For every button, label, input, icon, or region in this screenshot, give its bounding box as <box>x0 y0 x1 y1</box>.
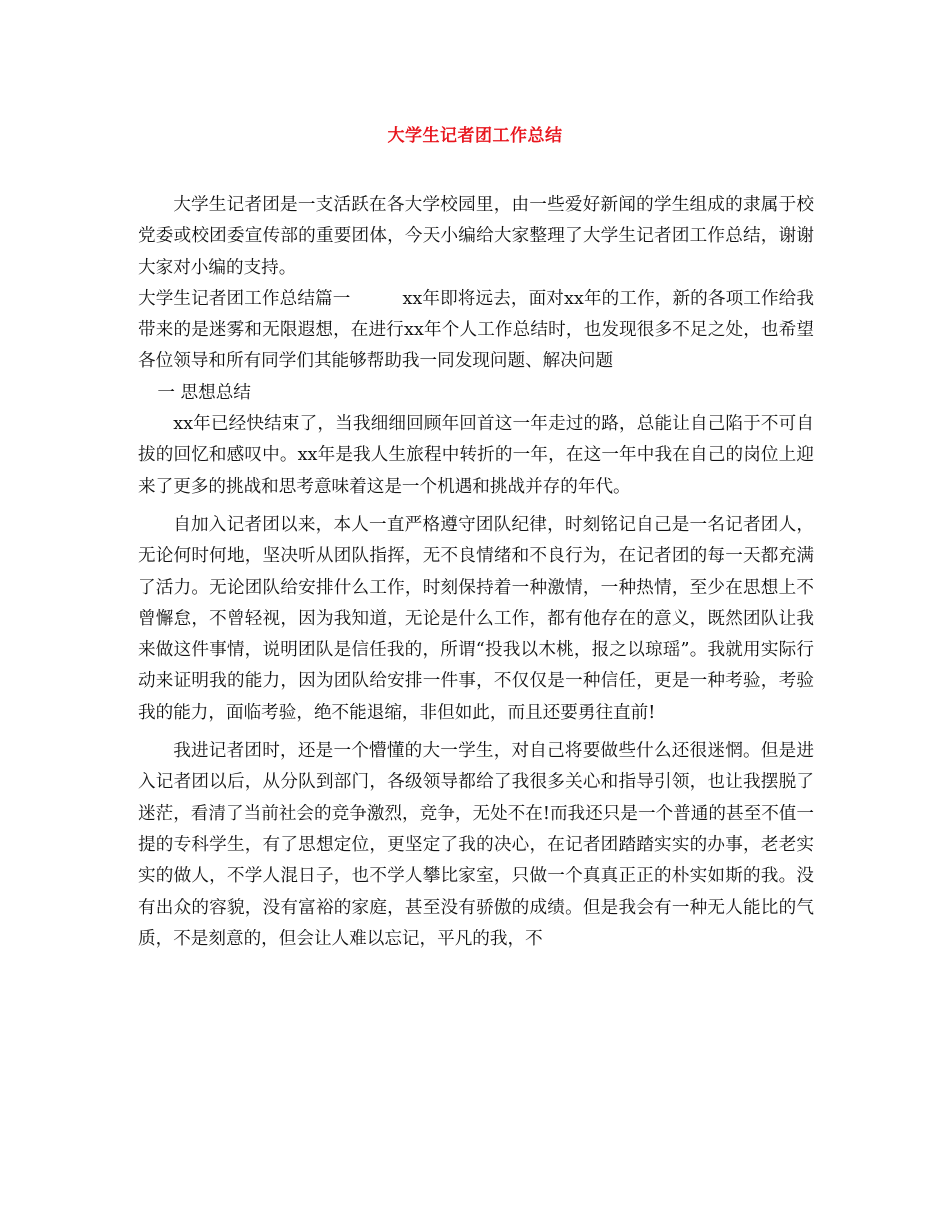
paragraph-discipline: 自加入记者团以来，本人一直严格遵守团队纪律，时刻铭记自己是一名记者团人，无论何时何地，坚决听从团队指挥，无不良情绪和不良行为，在记者团的每一天都充满了活力。无论团队给安排什么工作，时刻保持着一种激情，一种热情，至少在思想上不曾懈怠，不曾轻视，因为我知道，无论是什么工作，都有他存在的意义，既然团队让我来做这件事情，说明团队是信任我的，所谓“投我以木桃，报之以琼瑶”。我就用实际行动来证明我的能力，因为团队给安排一件事，不仅仅是一种信任，更是一种考验，考验我的能力，面临考验，绝不能退缩，非但如此，而且还要勇往直前! <box>138 514 814 723</box>
paragraph-review: xx年已经快结束了，当我细细回顾年回首这一年走过的路，总能让自己陷于不可自拔的回忆和感叹中。xx年是我人生旅程中转折的一年，在这一年中我在自己的岗位上迎来了更多的挑战和思考意味着这是一个机遇和挑战并存的年代。 <box>138 414 814 497</box>
article-one-paragraph <box>138 284 814 378</box>
intro-paragraph: 大学生记者团是一支活跃在各大学校园里，由一些爱好新闻的学生组成的隶属于校党委或校团委宣传部的重要团体，今天小编给大家整理了大学生记者团工作总结，谢谢大家对小编的支持。 <box>138 195 814 278</box>
paragraph-growth: 我进记者团时，还是一个懵懂的大一学生，对自己将要做些什么还很迷惘。但是进入记者团以后，从分队到部门，各级领导都给了我很多关心和指导引领，也让我摆脱了迷茫，看清了当前社会的竞争激烈，竞争，无处不在!而我还只是一个普通的甚至不值一提的专科学生，有了思想定位，更坚定了我的决心，在记者团踏踏实实的办事，老老实实的做人，不学人混日子，也不学人攀比家室，只做一个真真正正的朴实如斯的我。没有出众的容貌，没有富裕的家庭，甚至没有骄傲的成绩。但是我会有一种无人能比的气质，不是刻意的，但会让人难以忘记，平凡的我，不 <box>138 741 814 949</box>
document-title: 大学生记者团工作总结 <box>387 126 563 146</box>
article-one-heading: 大学生记者团工作总结篇一 <box>138 288 351 309</box>
document-body <box>138 190 814 955</box>
section-heading: 一 思想总结 <box>157 382 251 403</box>
article-one-body: xx年即将远去，面对xx年的工作，新的各项工作给我带来的是迷雾和无限遐想，在进行xx年个人工作总结时，也发现很多不足之处，也希望各位领导和所有同学们其能够帮助我一同发现问题、解决问题 <box>138 288 814 372</box>
